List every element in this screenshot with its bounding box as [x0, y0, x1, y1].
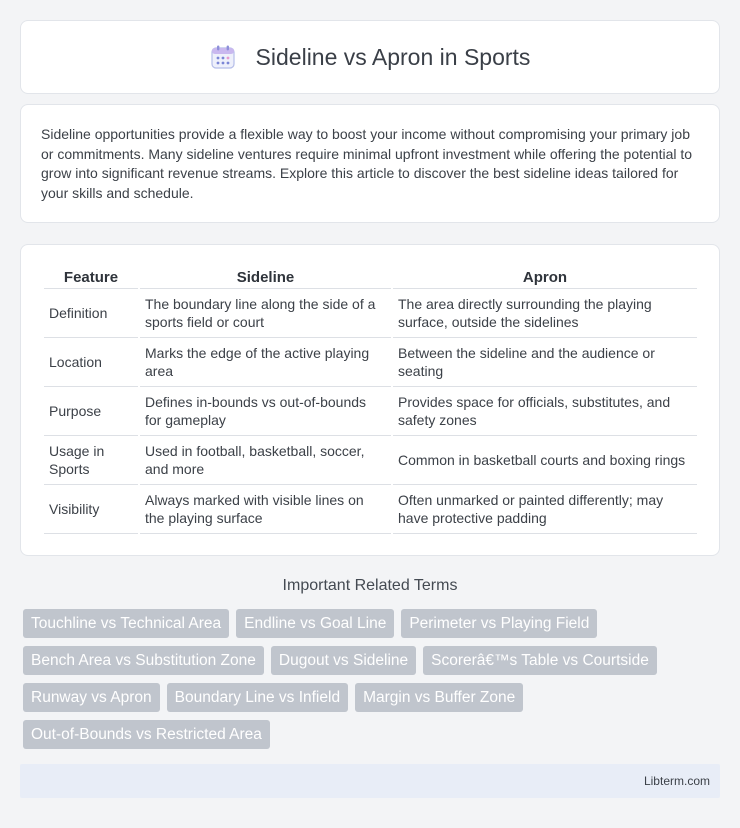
apron-cell: The area directly surrounding the playing surface, outside the sidelines: [393, 289, 697, 338]
related-term-tag[interactable]: Perimeter vs Playing Field: [401, 609, 597, 638]
intro-card: [20, 104, 720, 223]
feature-cell: Usage in Sports: [44, 436, 138, 485]
page-title: Sideline vs Apron in Sports: [255, 43, 531, 70]
related-term-tag[interactable]: Runway vs Apron: [23, 683, 160, 712]
footer-site-link[interactable]: Libterm.com: [643, 774, 710, 788]
column-header-apron: Apron: [393, 263, 697, 289]
related-terms-list: [23, 609, 723, 749]
related-term-tag[interactable]: Scorerâ€™s Table vs Courtside: [423, 646, 657, 675]
related-term-tag[interactable]: Margin vs Buffer Zone: [355, 683, 523, 712]
sideline-cell: Marks the edge of the active playing area: [140, 338, 391, 387]
title-wrap: [210, 44, 531, 71]
column-header-sideline: Sideline: [140, 263, 391, 289]
related-term-tag[interactable]: Boundary Line vs Infield: [167, 683, 348, 712]
table-row: [44, 485, 697, 534]
related-term-tag[interactable]: Bench Area vs Substitution Zone: [23, 646, 264, 675]
sideline-cell: The boundary line along the side of a sports field or court: [140, 289, 391, 338]
sideline-cell: Defines in-bounds vs out-of-bounds for gameplay: [140, 387, 391, 436]
apron-cell: Common in basketball courts and boxing rings: [393, 436, 697, 485]
related-term-tag[interactable]: Endline vs Goal Line: [236, 609, 394, 638]
comparison-table: [42, 263, 699, 534]
table-row: [44, 387, 697, 436]
related-term-tag[interactable]: Out-of-Bounds vs Restricted Area: [23, 720, 270, 749]
table-header-row: [44, 263, 697, 289]
feature-cell: Visibility: [44, 485, 138, 534]
apron-cell: Between the sideline and the audience or seating: [393, 338, 697, 387]
calendar-icon: [210, 44, 236, 70]
header-card: [20, 20, 720, 94]
apron-cell: Provides space for officials, substitutes, and safety zones: [393, 387, 697, 436]
sideline-cell: Always marked with visible lines on the playing surface: [140, 485, 391, 534]
feature-cell: Definition: [44, 289, 138, 338]
intro-paragraph: Sideline opportunities provide a flexible way to boost your income without compromising your primary job or commitments. Many sideline ventures require minimal upfront investment while offering the potential to grow into significant revenue streams. Explore this article to discover the best sideline ideas tailored for your skills and schedule.: [41, 126, 693, 201]
sideline-cell: Used in football, basketball, soccer, and more: [140, 436, 391, 485]
comparison-table-card: [20, 244, 720, 556]
table-row: [44, 289, 697, 338]
related-terms-title: Important Related Terms: [282, 577, 458, 594]
related-term-tag[interactable]: Touchline vs Technical Area: [23, 609, 229, 638]
feature-cell: Location: [44, 338, 138, 387]
table-row: [44, 338, 697, 387]
column-header-feature: Feature: [44, 263, 138, 289]
table-row: [44, 436, 697, 485]
apron-cell: Often unmarked or painted differently; may have protective padding: [393, 485, 697, 534]
related-term-tag[interactable]: Dugout vs Sideline: [271, 646, 416, 675]
footer: [20, 764, 720, 798]
feature-cell: Purpose: [44, 387, 138, 436]
